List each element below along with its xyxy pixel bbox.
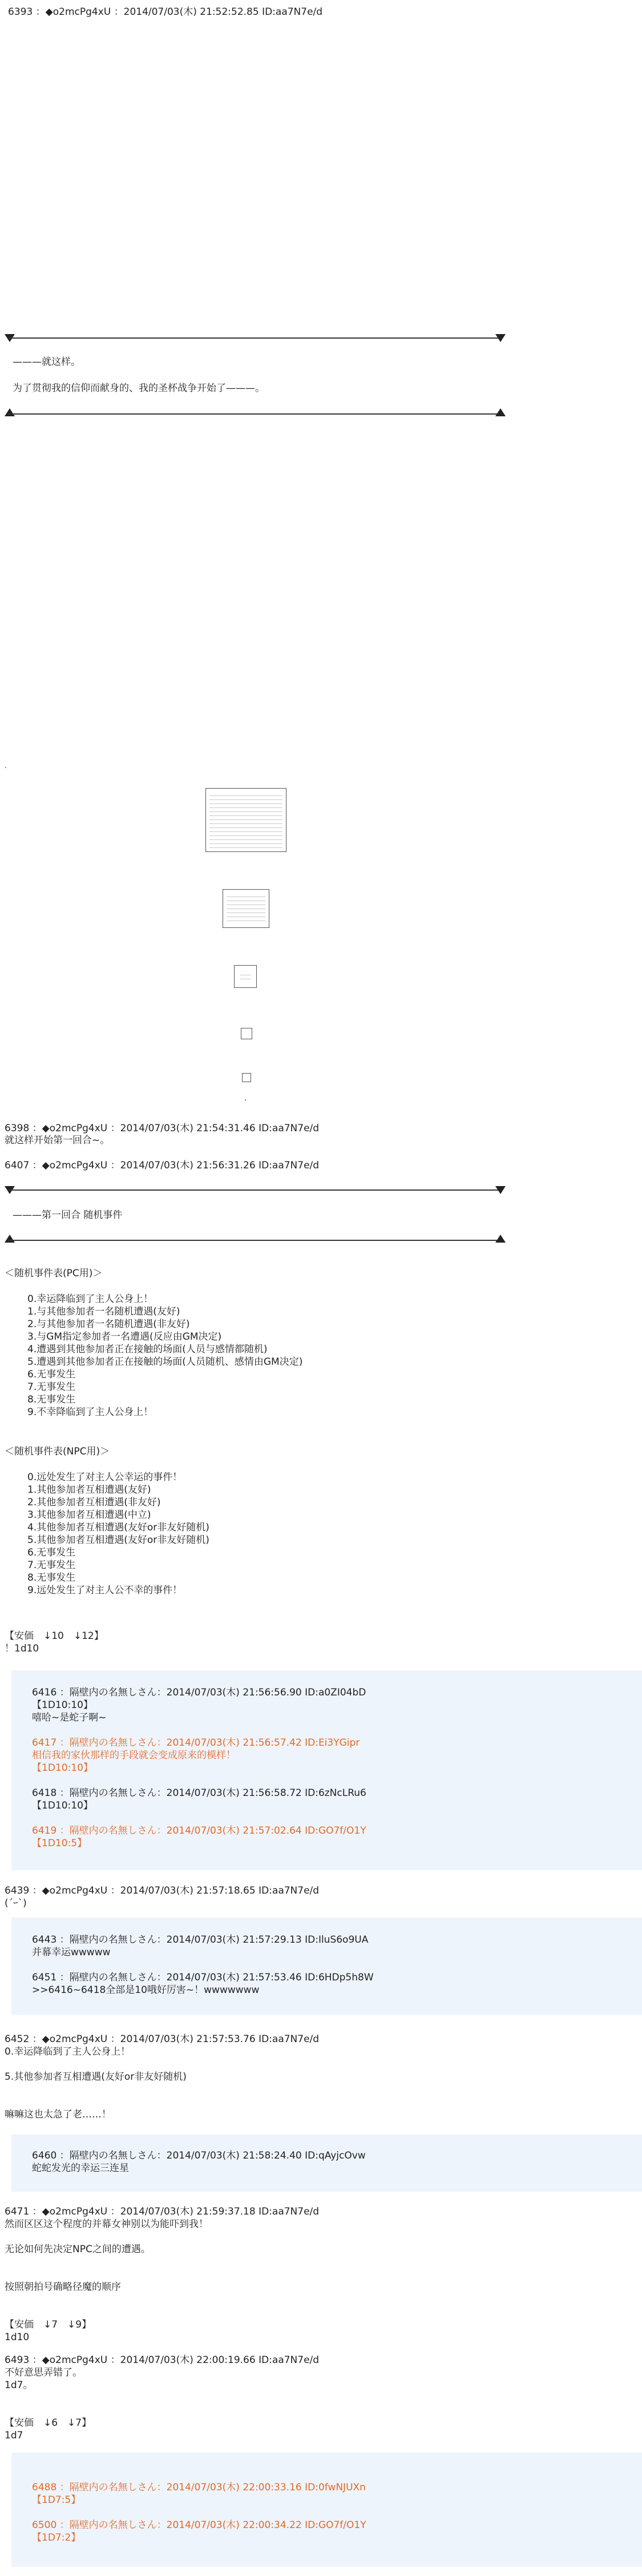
quoted-post-header: 6500 ：隔壁内の名無しさん：2014/07/03(木) 22:00:34.22 ID:GO7f/O1Y	[32, 2519, 366, 2531]
event-table-row: 1.其他参加者互相遭遇(友好)	[27, 1484, 151, 1496]
quoted-post	[32, 1737, 642, 1774]
post-line: 【安価 ↓6 ↓7】	[5, 2417, 92, 2429]
post-header: 6471 ：◆o2mcPg4xU ：2014/07/03(木) 21:59:37.18 ID:aa7N7e/d	[5, 2206, 320, 2217]
quoted-post-line: 相信我的家伙那样的手段就会变成原来的模样！	[32, 1750, 236, 1761]
quoted-post-header: 6418 ：隔壁内の名無しさん：2014/07/03(木) 21:56:58.72 ID:6zNcLRu6	[32, 1787, 366, 1799]
quoted-post	[32, 1934, 642, 1959]
post-line	[5, 2392, 91, 2404]
quoted-post	[32, 1686, 642, 1724]
quoted-post-header: 6417 ：隔壁内の名無しさん：2014/07/03(木) 21:56:57.42 ID:Ei3YGipr	[32, 1737, 360, 1749]
quoted-post	[32, 1971, 642, 1996]
ascii-art-box-large	[205, 788, 286, 852]
triangle-up-icon	[495, 408, 506, 416]
post-header: 6393 ：◆o2mcPg4xU ：2014/07/03(木) 21:52:52.85 ID:aa7N7e/d	[8, 6, 323, 18]
post-line	[5, 2268, 208, 2281]
quoted-post-line: 【1D10:10】	[32, 1800, 93, 1811]
quoted-post	[32, 1787, 642, 1812]
ascii-art-box-tiniest	[242, 1073, 251, 1082]
post-line: 1d10	[5, 2332, 30, 2343]
post-body: (´ｰ`)	[5, 1898, 27, 1909]
quoted-post-line: 【1D7:5】	[32, 2494, 81, 2506]
post-line: 1d7。	[5, 2380, 33, 2391]
post-line: 嘛嘛这也太急了老……！	[5, 2109, 111, 2120]
post-line: 【安価 ↓7 ↓9】	[5, 2319, 92, 2330]
event-table-row: 5.其他参加者互相遭遇(友好or非友好随机)	[27, 1534, 209, 1546]
post-body	[5, 2366, 91, 2442]
quoted-post-line: 【1D10:5】	[32, 1838, 87, 1849]
divider	[8, 1240, 499, 1241]
post-line	[5, 2293, 208, 2306]
event-table-pc	[27, 1293, 302, 1418]
event-table-row: 6.无事发生	[27, 1547, 76, 1558]
quoted-post-line: 【1D7:2】	[32, 2532, 81, 2543]
post-line	[5, 2058, 187, 2071]
quoted-post-header: 6460 ：隔壁内の名無しさん：2014/07/03(木) 21:58:24.40 ID:qAyjcOvw	[32, 2150, 366, 2161]
event-table-row: 2.与其他参加者一名随机遭遇(非友好)	[27, 1319, 190, 1330]
post-line	[5, 2231, 208, 2243]
divider	[8, 337, 499, 339]
quote-block	[11, 1918, 642, 2015]
event-table-row: 8.无事发生	[27, 1394, 76, 1405]
quoted-post	[32, 2519, 642, 2544]
event-table-row: 4.遭遇到其他参加者正在接触的场面(人员与感情都随机)	[27, 1344, 268, 1355]
event-table-row: 9.远处发生了对主人公不幸的事件！	[27, 1585, 183, 1596]
event-table-row: 3.与GM指定参加者一名遭遇(反应由GM决定)	[27, 1331, 222, 1343]
ascii-art-box-medium	[223, 889, 269, 928]
post-line: 1d7	[5, 2430, 23, 2441]
triangle-up-icon	[495, 1235, 506, 1243]
quoted-post-header: 6488 ：隔壁内の名無しさん：2014/07/03(木) 22:00:33.16 ID:0fwNJUXn	[32, 2482, 366, 2493]
event-table-row: 0.幸运降临到了主人公身上！	[27, 1293, 154, 1305]
quoted-post	[32, 2149, 642, 2175]
event-table-row: 5.遭遇到其他参加者正在接触的场面(人员随机、感情由GM决定)	[27, 1356, 303, 1368]
narration-line: ———就这样。	[13, 356, 80, 368]
quoted-post-line: 并幕幸运wwwww	[32, 1947, 111, 1958]
post-line: 不好意思弄错了。	[5, 2367, 82, 2378]
dot-mark: .	[5, 762, 7, 770]
event-table-row: 0.远处发生了对主人公幸运的事件！	[27, 1472, 183, 1483]
event-table-row: 7.无事发生	[27, 1381, 76, 1393]
event-table-npc	[27, 1471, 209, 1597]
post-line	[5, 2306, 208, 2318]
quoted-post	[32, 1825, 642, 1850]
post-line: 无论如何先决定NPC之间的遭遇。	[5, 2244, 151, 2255]
quoted-post	[32, 2481, 642, 2506]
event-table-row: 7.无事发生	[27, 1560, 76, 1571]
post-header: 6407 ：◆o2mcPg4xU ：2014/07/03(木) 21:56:31.26 ID:aa7N7e/d	[5, 1160, 320, 1171]
dot-mark: .	[244, 1094, 247, 1103]
event-table-row: 3.其他参加者互相遭遇(中立)	[27, 1509, 151, 1521]
post-body: 就这样开始第一回合~。	[5, 1135, 110, 1146]
roll-request: 【安価 ↓10 ↓12】	[5, 1630, 104, 1642]
event-table-row: 6.无事发生	[27, 1369, 76, 1380]
post-header: 6439 ：◆o2mcPg4xU ：2014/07/03(木) 21:57:18.65 ID:aa7N7e/d	[5, 1885, 320, 1896]
post-line: 0.幸运降临到了主人公身上！	[5, 2046, 131, 2057]
post-line: 5.其他参加者互相遭遇(友好or非友好随机)	[5, 2071, 187, 2083]
triangle-up-icon	[5, 408, 15, 416]
event-table-row: 4.其他参加者互相遭遇(友好or非友好随机)	[27, 1522, 209, 1533]
post-header: 6493 ：◆o2mcPg4xU ：2014/07/03(木) 22:00:19.66 ID:aa7N7e/d	[5, 2354, 320, 2366]
table-title: ＜随机事件表(PC用)＞	[5, 1268, 103, 1279]
divider	[8, 413, 499, 415]
post-line	[5, 2083, 187, 2096]
post-header: 6398 ：◆o2mcPg4xU ：2014/07/03(木) 21:54:31.46 ID:aa7N7e/d	[5, 1123, 320, 1134]
quoted-post-header: 6451 ：隔壁内の名無しさん：2014/07/03(木) 21:57:53.46 ID:6HDp5h8W	[32, 1972, 374, 1983]
quoted-post-line: 【1D10:10】	[32, 1699, 93, 1711]
post-header: 6452 ：◆o2mcPg4xU ：2014/07/03(木) 21:57:53.76 ID:aa7N7e/d	[5, 2034, 320, 2045]
quoted-post-line: 嘻哈~是蛇子啊~	[32, 1712, 107, 1723]
roll-dice: ！1d10	[5, 1643, 39, 1654]
post-body	[5, 2045, 187, 2121]
quoted-post-header: 6416 ：隔壁内の名無しさん：2014/07/03(木) 21:56:56.90 ID:a0ZI04bD	[32, 1687, 366, 1698]
quote-block	[11, 2453, 642, 2567]
narration-line: 为了贯彻我的信仰而献身的、我的圣杯战争开始了———。	[13, 383, 265, 394]
quoted-post-header: 6443 ：隔壁内の名無しさん：2014/07/03(木) 21:57:29.13 ID:IluS6o9UA	[32, 1934, 369, 1946]
triangle-up-icon	[5, 1235, 15, 1243]
post-line	[5, 2404, 91, 2417]
post-body	[5, 2218, 208, 2344]
quote-block	[11, 2135, 642, 2192]
post-line	[5, 2256, 208, 2268]
post-line	[5, 2096, 187, 2108]
quoted-post-line: >>6416~6418全部是10哦好厉害~！wwwwwww	[32, 1984, 260, 1996]
post-line: 按照朝拍号确略径魔的顺序	[5, 2281, 121, 2293]
event-table-row: 9.不幸降临到了主人公身上！	[27, 1406, 154, 1418]
quoted-post-line: 蛇蛇发光的幸运三连星	[32, 2163, 129, 2174]
quoted-post-header: 6419 ：隔壁内の名無しさん：2014/07/03(木) 21:57:02.64 ID:GO7f/O1Y	[32, 1825, 366, 1836]
triangle-down-icon	[495, 1186, 506, 1194]
post-line: 然而区区这个程度的并幕女神别以为能吓到我！	[5, 2219, 208, 2230]
ascii-art-box-tiny	[241, 1028, 252, 1039]
divider	[8, 1189, 499, 1191]
quoted-post-line: 【1D10:10】	[32, 1762, 93, 1774]
ascii-art-box-small	[234, 965, 257, 988]
event-table-row: 2.其他参加者互相遭遇(非友好)	[27, 1497, 161, 1508]
triangle-down-icon	[495, 334, 506, 342]
event-table-row: 8.无事发生	[27, 1572, 76, 1584]
table-title: ＜随机事件表(NPC用)＞	[5, 1446, 110, 1457]
quote-block	[11, 1670, 642, 1870]
section-banner: ———第一回合 随机事件	[13, 1209, 123, 1221]
event-table-row: 1.与其他参加者一名随机遭遇(友好)	[27, 1306, 180, 1317]
